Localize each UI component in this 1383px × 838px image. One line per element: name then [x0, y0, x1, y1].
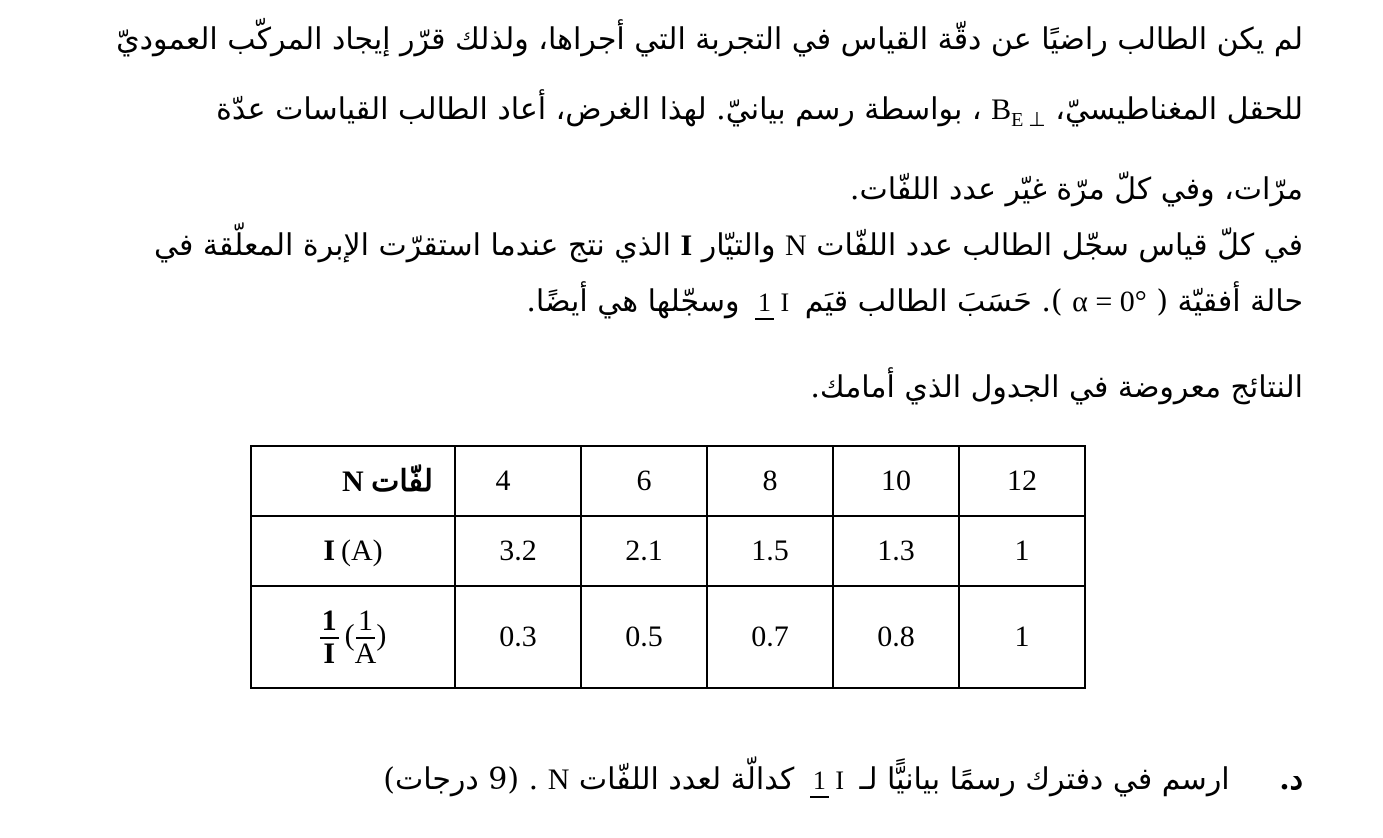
question-d: [383, 762, 1303, 797]
table-cell: [455, 586, 581, 688]
table-cell: [959, 446, 1085, 516]
question-points: . (9 درجات): [383, 762, 539, 797]
current-label: [252, 534, 454, 568]
i-value: 1.3: [877, 534, 915, 567]
symbol-n: N: [785, 229, 807, 262]
table-cell: [707, 446, 833, 516]
table-cell: [707, 586, 833, 688]
b-perp-symbol: [991, 92, 1046, 138]
row-label-turns: [251, 446, 455, 516]
table-cell: [581, 446, 707, 516]
turns-label: لفّات N: [342, 464, 433, 498]
paragraph-1: [73, 22, 1303, 208]
inverse-current-fraction: [320, 603, 339, 670]
table-cell: [833, 586, 959, 688]
b-subscript: E ⊥: [1011, 109, 1046, 131]
fraction-one-over-i: [755, 290, 789, 316]
paragraph-2-text-f: وسجّلها هي أيضًا.: [526, 284, 740, 319]
fraction-denominator: I: [780, 288, 790, 317]
paragraph-2-text-e: ). حَسَبَ الطالب قيَم: [804, 284, 1063, 319]
n-value: 6: [636, 464, 652, 497]
row-label-inverse-current: [251, 586, 455, 688]
results-table: [250, 445, 1086, 689]
table-cell: [455, 446, 581, 516]
unit-fraction: [354, 603, 377, 670]
fraction-denominator: A: [354, 636, 377, 670]
table-row-turns: [251, 446, 1085, 516]
inverse-current-label: [252, 603, 454, 670]
b-symbol: B: [991, 93, 1012, 126]
inv-i-value: 0.5: [625, 620, 663, 653]
symbol-n: N: [547, 763, 570, 796]
current-unit: (A): [341, 534, 383, 567]
table-cell: [833, 516, 959, 586]
row-label-current: [251, 516, 455, 586]
paragraph-2: [73, 228, 1303, 320]
table-cell: [707, 516, 833, 586]
inv-i-value: 0.3: [499, 620, 537, 653]
angle-expression: α = 0°: [1072, 285, 1147, 318]
paragraph-2-line-1: [73, 228, 1303, 264]
symbol-i: I: [680, 229, 693, 262]
paragraph-1-line-2: [73, 92, 1303, 138]
paragraph-1-line-2-end: ، بواسطة رسم بيانيّ. لهذا الغرض، أعاد الطالب القياسات عدّة: [216, 92, 982, 127]
paragraph-3: النتائج معروضة في الجدول الذي أمامك.: [810, 370, 1303, 405]
table-cell: [959, 586, 1085, 688]
fraction-denominator: I: [323, 636, 335, 670]
question-text-a: ارسم في دفترك رسمًا بيانيًّا لـ: [859, 762, 1230, 797]
paragraph-2-text-d: حالة أفقيّة (: [1156, 284, 1303, 319]
n-value: 10: [881, 464, 911, 497]
fraction-numerator: 1: [357, 603, 373, 637]
paragraph-2-text-b: والتيّار: [701, 228, 776, 263]
paragraph-2-text-a: في كلّ قياس سجّل الطالب عدد اللفّات: [816, 228, 1303, 263]
i-value: 1: [1014, 534, 1030, 567]
table-cell: [581, 516, 707, 586]
table-row-current: [251, 516, 1085, 586]
paragraph-1-line-2-start: للحقل المغناطيسيّ،: [1055, 92, 1303, 127]
paragraph-1-line-3: مرّات، وفي كلّ مرّة غيّر عدد اللفّات.: [849, 172, 1303, 207]
i-value: 1.5: [751, 534, 789, 567]
table-cell: [581, 586, 707, 688]
current-symbol: I: [323, 534, 336, 567]
inv-i-value: 0.8: [877, 620, 915, 653]
inverse-unit: ( $\frac{1}{A}$ ): [344, 603, 387, 670]
n-value: 4: [495, 464, 511, 497]
paragraph-1-line-1: لم يكن الطالب راضيًا عن دقّة القياس في التجربة التي أجراها، ولذلك قرّر إيجاد المركّب العموديّ: [116, 22, 1303, 57]
fraction-numerator: 1: [321, 603, 337, 637]
n-value: 8: [762, 464, 778, 497]
fraction-numerator: 1: [810, 766, 829, 798]
table-cell: [833, 446, 959, 516]
question-letter: د.: [1279, 762, 1303, 797]
table-cell: [959, 516, 1085, 586]
inv-i-value: 1: [1014, 620, 1030, 653]
paragraph-2-line-2: [73, 284, 1303, 320]
paragraph-2-text-c: الذي نتج عندما استقرّت الإبرة المعلّقة في: [154, 228, 671, 263]
table-row-inverse-current: [251, 586, 1085, 688]
n-value: 12: [1007, 464, 1037, 497]
question-fraction: [810, 768, 844, 794]
i-value: 2.1: [625, 534, 663, 567]
fraction-numerator: 1: [755, 288, 774, 320]
i-value: 3.2: [499, 534, 537, 567]
fraction-denominator: I: [835, 766, 844, 795]
question-text-b: كدالّة لعدد اللفّات: [578, 762, 795, 797]
inv-i-value: 0.7: [751, 620, 789, 653]
table-cell: [455, 516, 581, 586]
